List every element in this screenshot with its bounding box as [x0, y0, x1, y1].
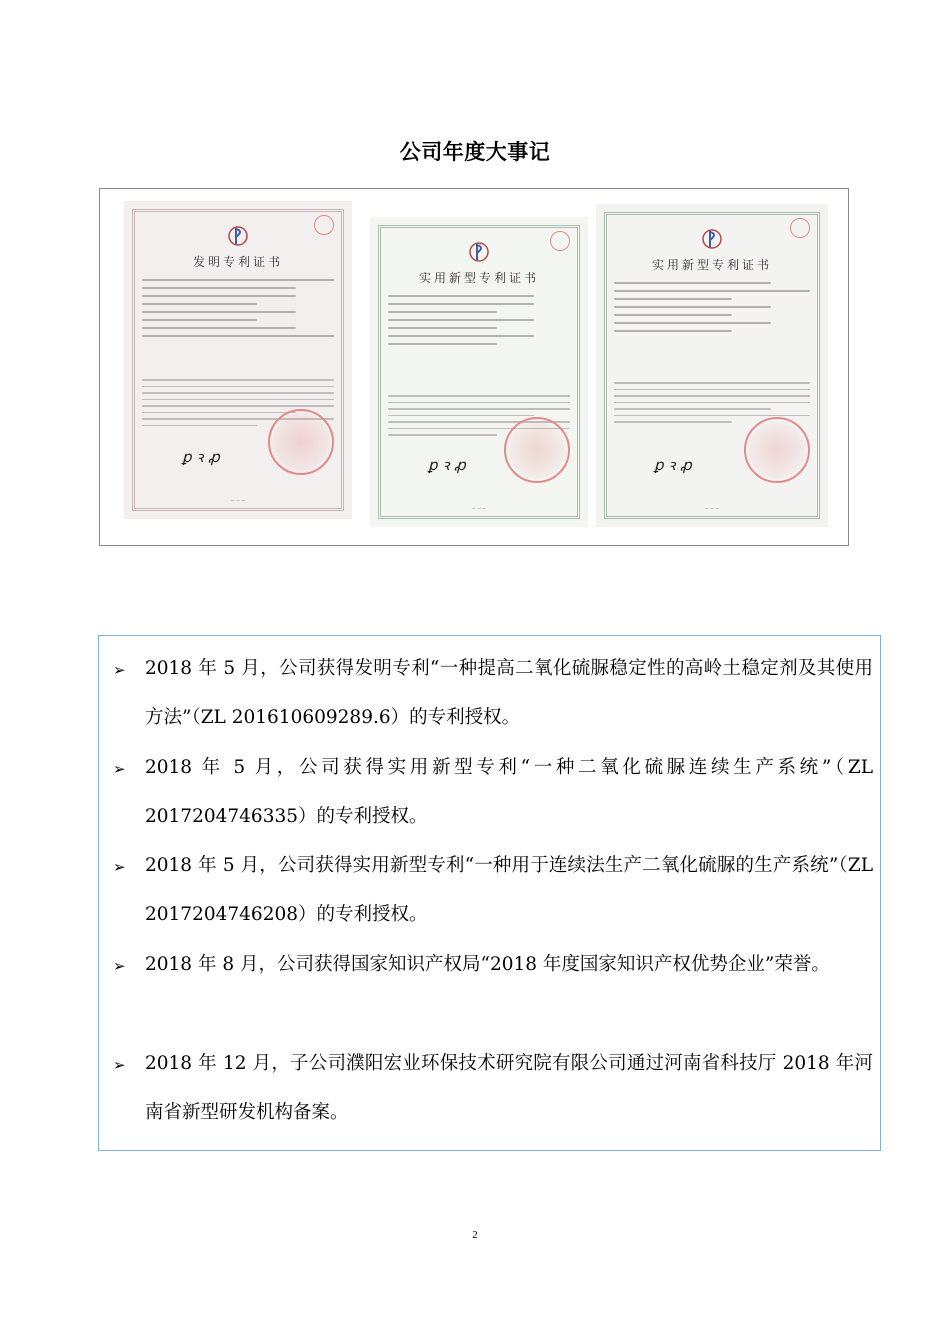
- invention-patent-certificate: [124, 201, 352, 519]
- signature-icon: ꝑ ꝛ ꝓ: [428, 456, 466, 474]
- patent-office-emblem-icon: [699, 228, 725, 250]
- signature-icon: ꝑ ꝛ ꝓ: [654, 456, 692, 474]
- certificate-title: 发明专利证书: [192, 255, 283, 269]
- corner-seal-icon: [314, 215, 334, 235]
- event-text: 2018 年 5 月，公司获得实用新型专利“一种用于连续法生产二氧化硫脲的生产系统”（ZL 2017204746208）的专利授权。: [145, 855, 873, 925]
- signature-icon: ꝑ ꝛ ꝓ: [182, 448, 220, 466]
- event-text: 2018 年 5 月，公司获得实用新型专利“一种二氧化硫脲连续生产系统”（ZL 2017204746335）的专利授权。: [145, 757, 892, 827]
- event-text: 2018 年 12 月，子公司濮阳宏业环保技术研究院有限公司通过河南省科技厅 2018 年河南省新型研发机构备案。: [145, 1053, 873, 1123]
- event-text: 2018 年 5 月，公司获得发明专利“一种提高二氧化硫脲稳定性的高岭土稳定剂及其使用方法”（ZL 201610609289.6）的专利授权。: [145, 658, 873, 728]
- events-list: [98, 635, 892, 1151]
- utility-model-certificate-2: [596, 204, 828, 527]
- arrow-bullet-icon: ➢: [113, 957, 126, 975]
- arrow-bullet-icon: ➢: [113, 858, 126, 876]
- patent-office-emblem-icon: [225, 225, 251, 247]
- corner-seal-icon: [790, 218, 810, 238]
- corner-seal-icon: [550, 231, 570, 251]
- certificate-footer: — — —: [230, 498, 246, 503]
- page-title: 公司年度大事记: [399, 140, 551, 164]
- arrow-bullet-icon: ➢: [113, 760, 126, 778]
- arrow-bullet-icon: ➢: [113, 661, 126, 679]
- official-seal-icon: [268, 409, 334, 475]
- arrow-bullet-icon: ➢: [113, 1056, 126, 1074]
- page-number: 2: [472, 1229, 478, 1241]
- certificate-fields: [388, 295, 570, 351]
- certificate-title: 实用新型专利证书: [418, 271, 539, 285]
- official-seal-icon: [504, 417, 570, 483]
- certificate-footer: — — —: [704, 506, 720, 511]
- official-seal-icon: [744, 417, 810, 483]
- certificate-footer: — — —: [471, 506, 487, 511]
- certificate-fields: [142, 279, 334, 343]
- patent-office-emblem-icon: [466, 241, 492, 263]
- certificate-title: 实用新型专利证书: [651, 258, 772, 272]
- utility-model-certificate-1: [370, 217, 588, 527]
- certificate-fields: [614, 282, 810, 338]
- certificate-image-frame: [99, 188, 849, 546]
- event-text: 2018 年 8 月，公司获得国家知识产权局“2018 年度国家知识产权优势企业”荣誉。: [145, 954, 830, 975]
